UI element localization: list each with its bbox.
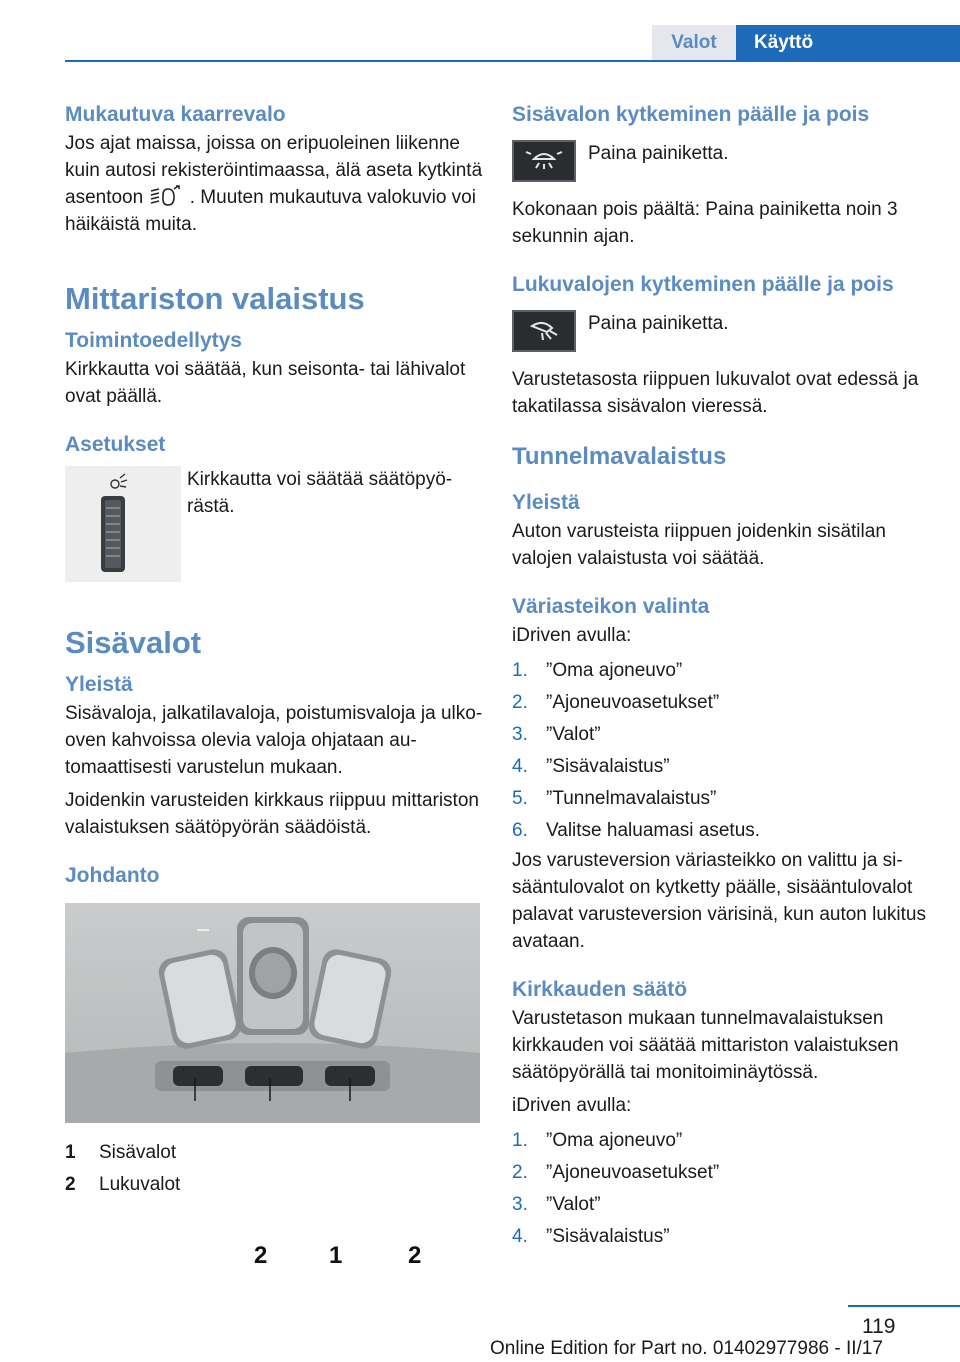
list-item: 3. ”Valot” <box>512 1194 601 1215</box>
general-title: Yleistä <box>65 673 133 696</box>
prerequisite-title: Toimintoedellytys <box>65 329 242 352</box>
settings-text: Kirkkautta voi säätää säätöpyörästä. <box>187 469 453 517</box>
brightness-steps-list <box>512 1125 927 1253</box>
left-column <box>65 100 483 1269</box>
interior-lights-title: Sisävalot <box>65 625 202 660</box>
legend-number: 1 <box>65 1142 76 1163</box>
photo-label-left: 2 <box>254 1242 268 1269</box>
press-button-text: Paina painiketta. <box>588 143 729 164</box>
reading-lights-title: Lukuvalojen kytkeminen päälle ja pois <box>512 273 894 296</box>
interior-switch-title: Sisävalon kytkeminen päälle ja pois <box>512 103 870 126</box>
settings-title: Asetukset <box>65 433 166 456</box>
list-item: 4. ”Sisävalaistus” <box>512 756 670 777</box>
list-item: 6. Valitse haluamasi asetus. <box>512 820 761 841</box>
photo-label-center: 1 <box>329 1242 343 1269</box>
ambient-lighting-title: Tunnelmavalaistus <box>512 443 727 470</box>
brightness-title: Kirkkauden säätö <box>512 978 688 1001</box>
reading-lights-text: Varustetasosta riippuen lukuvalot ovat edessä ja takatilassa sisävalon vieressä. <box>512 369 919 417</box>
prerequisite-text: Kirkkautta voi säätää, kun seisonta- tai lähivalot ovat päällä. <box>65 359 466 407</box>
ambient-general-title: Yleistä <box>512 491 580 514</box>
photo-label-right: 2 <box>408 1242 422 1269</box>
legend-row <box>65 1137 483 1169</box>
list-item: 2. ”Ajoneuvoasetukset” <box>512 1162 720 1183</box>
adaptive-headlight-icon <box>148 185 184 207</box>
general-text-2: Joidenkin varusteiden kirkkaus riippuu mittariston valaistuksen säätöpyörän säädöistä. <box>65 790 479 838</box>
list-item: 4. ”Sisävalaistus” <box>512 1226 670 1247</box>
edition-text: Online Edition for Part no. 01402977986 - II/17 <box>490 1338 883 1359</box>
chapter-tab: Käyttö <box>736 25 960 61</box>
list-item: 5. ”Tunnelmavalaistus” <box>512 788 717 809</box>
page-header <box>0 25 960 61</box>
legend-text: Lukuvalot <box>99 1174 181 1195</box>
idrive-label-2: iDriven avulla: <box>512 1095 632 1116</box>
section-tab: Valot <box>652 25 736 61</box>
right-column <box>512 100 927 1253</box>
color-scheme-title: Väriasteikon valinta <box>512 595 710 618</box>
page-number: 119 <box>862 1315 896 1338</box>
ambient-general-text: Auton varusteista riippuen joidenkin sisätilan valojen valaistusta voi säätää. <box>512 521 886 569</box>
adaptive-light-title: Mukautuva kaarrevalo <box>65 103 286 126</box>
idrive-label-1: iDriven avulla: <box>512 625 632 646</box>
adaptive-light-text: Jos ajat maissa, joissa on eripuoleinen liikenne kuin autosi rekisteröintimaassa, älä aseta kytkintä asentoon . Muuten mukautuva valokuvio voi häikäistä muita. <box>65 133 483 235</box>
photo-legend <box>65 1137 483 1201</box>
interior-light-button-icon <box>512 140 576 182</box>
brightness-text: Varustetason mukaan tunnelmavalaistuksen kirkkauden voi säätää mittariston valaistuksen säätöpyörällä tai monitoiminäytössä. <box>512 1008 899 1083</box>
overview-title: Johdanto <box>65 864 160 887</box>
thumbwheel-illustration <box>65 466 181 582</box>
press-button-text-2: Paina painiketta. <box>588 313 729 334</box>
header-rule <box>65 60 960 62</box>
instrument-lighting-title: Mittariston valaistus <box>65 281 365 316</box>
list-item: 2. ”Ajoneuvoasetukset” <box>512 692 720 713</box>
list-item: 3. ”Valot” <box>512 724 601 745</box>
reading-light-button-icon <box>512 310 576 352</box>
full-off-text: Kokonaan pois päältä: Paina painiketta noin 3 sekunnin ajan. <box>512 199 898 247</box>
list-item: 1. ”Oma ajoneuvo” <box>512 1130 683 1151</box>
footer-rule <box>848 1305 960 1307</box>
list-item: 1. ”Oma ajoneuvo” <box>512 660 683 681</box>
legend-row <box>65 1169 483 1201</box>
color-steps-list <box>512 655 927 847</box>
legend-number: 2 <box>65 1174 76 1195</box>
color-note: Jos varusteversion väriasteikko on valittu ja sisääntulovalot on kytketty päälle, sisääntulovalot palavat varusteversion värisinä, kun auton lukitus avataan. <box>512 850 927 952</box>
general-text-1: Sisävaloja, jalkatilavaloja, poistumisvaloja ja ulko-oven kahvoissa olevia valoja ohjataan automaattisesti varustelun mukaan. <box>65 703 483 778</box>
legend-text: Sisävalot <box>99 1142 177 1163</box>
